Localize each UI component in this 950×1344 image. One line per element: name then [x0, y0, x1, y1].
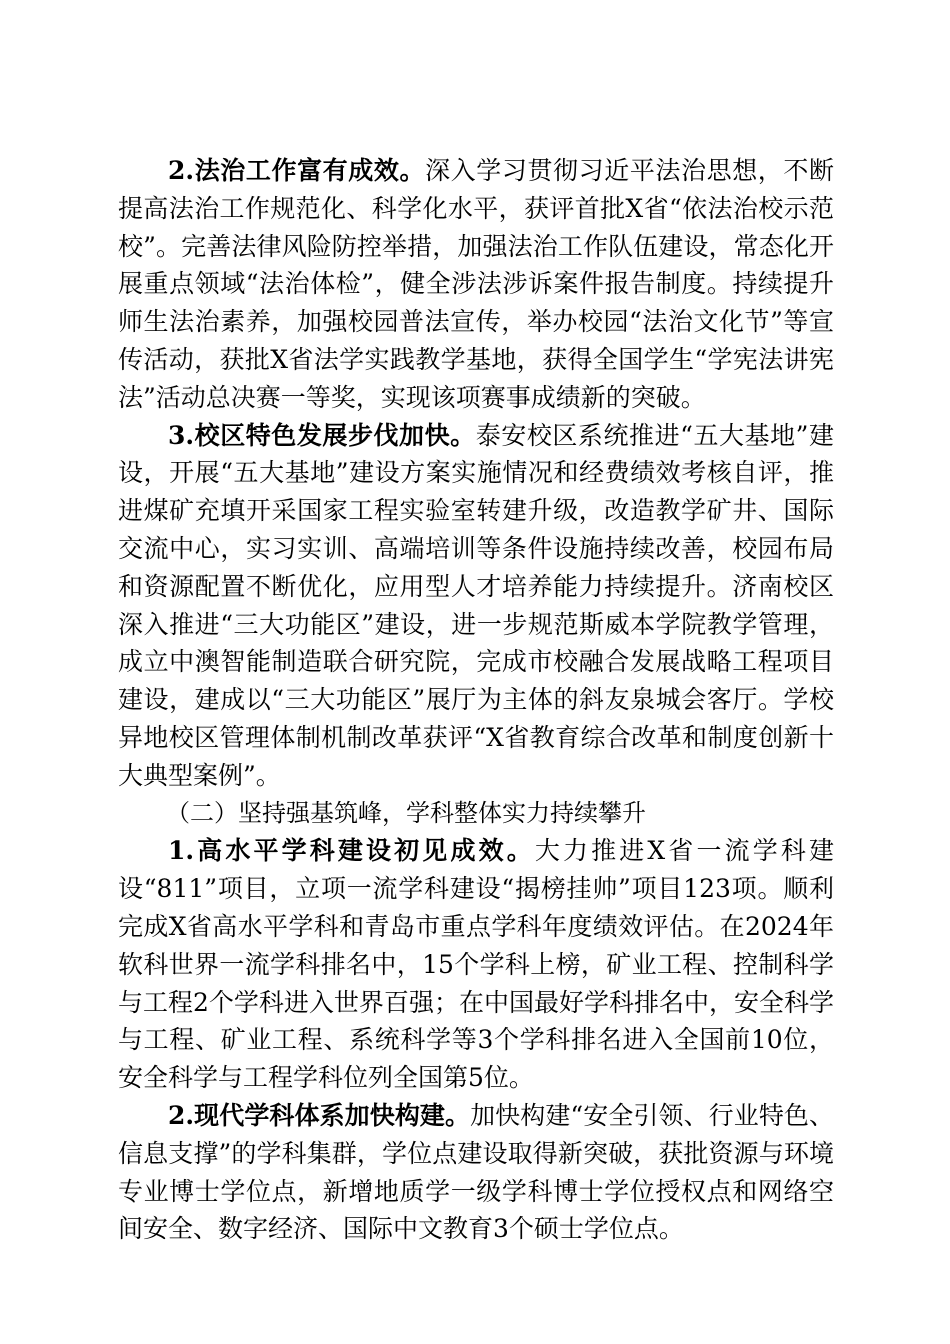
paragraph-lead: 2.现代学科体系加快构建。 — [168, 1100, 471, 1130]
paragraph-body: 加快构建“安全引领、行业特色、信息支撑”的学科集群，学位点建设取得新突破，获批资源与环境专业博士学位点，新增地质学一级学科博士学位授权点和网络空间安全、数字经济、国际中文教育3个硕士学位点。 — [118, 1100, 834, 1244]
paragraph-lead: 3.校区特色发展步伐加快。 — [168, 420, 476, 450]
paragraph-body: 大力推进X省一流学科建设“811”项目，立项一流学科建设“揭榜挂帅”项目123项。顺利完成X省高水平学科和青岛市重点学科年度绩效评估。在2024年软科世界一流学科排名中，15个学科上榜，矿业工程、控制科学与工程2个学科进入世界百强；在中国最好学科排名中，安全科学与工程、矿业工程、系统科学等3个学科排名进入全国前10位，安全科学与工程学科位列全国第5位。 — [118, 836, 834, 1093]
section-heading: （二）坚持强基筑峰，学科整体实力持续攀升 — [166, 798, 646, 827]
paragraph-discipline-construction — [118, 832, 834, 1097]
paragraph-body: 泰安校区系统推进“五大基地”建设，开展“五大基地”建设方案实施情况和经费绩效考核自评，推进煤矿充填开采国家工程实验室转建升级，改造教学矿井、国际交流中心，实习实训、高端培训等条件设施持续改善，校园布局和资源配置不断优化，应用型人才培养能力持续提升。济南校区深入推进“三大功能区”建设，进一步规范斯威本学院教学管理，成立中澳智能制造联合研究院，完成市校融合发展战略工程项目建设，建成以“三大功能区”展厅为主体的斜友泉城会客厅。学校异地校区管理体制机制改革获评“X省教育综合改革和制度创新十大典型案例”。 — [118, 420, 834, 790]
paragraph-body: 深入学习贯彻习近平法治思想，不断提高法治工作规范化、科学化水平，获评首批X省“依法治校示范校”。完善法律风险防控举措，加强法治工作队伍建设，常态化开展重点领域“法治体检”，健全涉法涉诉案件报告制度。持续提升师生法治素养，加强校园普法宣传，举办校园“法治文化节”等宣传活动，获批X省法学实践教学基地，获得全国学生“学宪法讲宪法”活动总决赛一等奖，实现该项赛事成绩新的突破。 — [118, 156, 834, 412]
paragraph-lead: 1.高水平学科建设初见成效。 — [168, 836, 535, 866]
paragraph-lead: 2.法治工作富有成效。 — [168, 156, 426, 185]
paragraph-legal-work — [118, 152, 834, 417]
paragraph-discipline-system — [118, 1097, 834, 1248]
paragraph-campus-development — [118, 417, 834, 795]
document-page — [118, 152, 834, 1248]
